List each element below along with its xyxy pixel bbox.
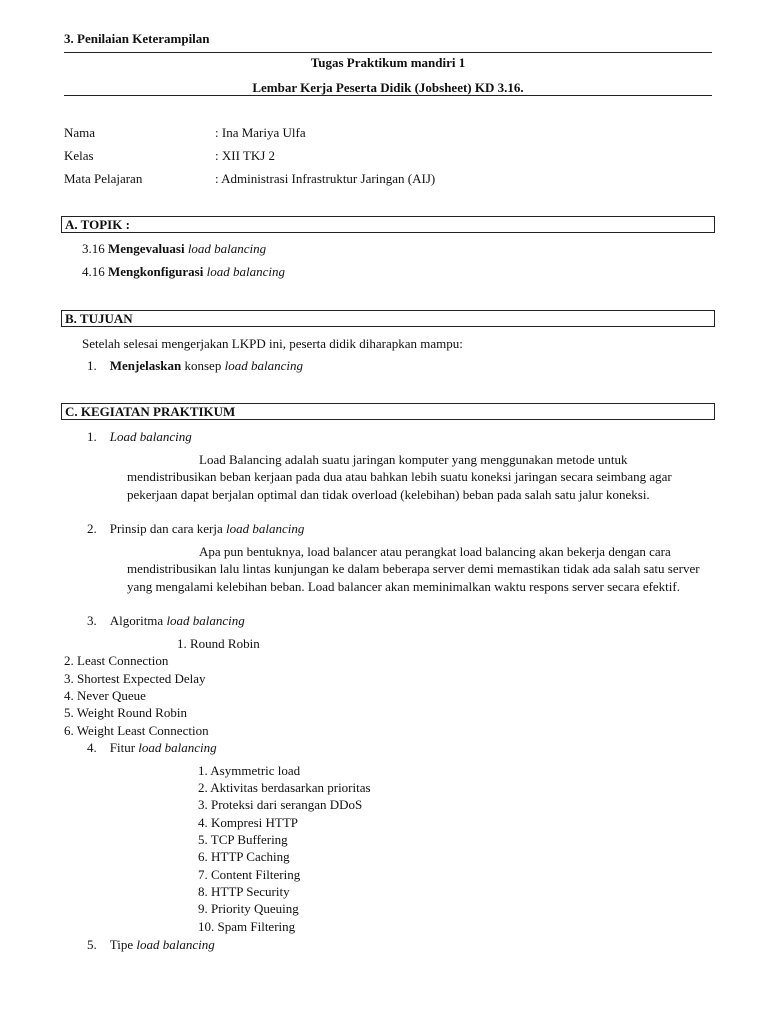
feature-item: 5. TCP Buffering [198, 832, 288, 847]
feature-item: 2. Aktivitas berdasarkan prioritas [198, 780, 371, 795]
algorithm-item: 2. Least Connection [64, 653, 169, 668]
kegiatan-header: C. KEGIATAN PRAKTIKUM [61, 403, 715, 420]
kegiatan-section-2: 2. Prinsip dan cara kerja load balancing [87, 521, 305, 536]
feature-item: 8. HTTP Security [198, 884, 290, 899]
feature-item: 4. Kompresi HTTP [198, 815, 299, 830]
feature-item: 1. Asymmetric load [198, 763, 301, 778]
feature-item: 10. Spam Filtering [198, 919, 296, 934]
tujuan-intro: Setelah selesai mengerjakan LKPD ini, peserta didik diharapkan mampu: [82, 336, 463, 351]
title-1: Tugas Praktikum mandiri 1 [310, 55, 466, 70]
subject-value: : Administrasi Infrastruktur Jaringan (AIJ) [215, 171, 436, 186]
kegiatan-section-5: 5. Tipe load balancing [87, 937, 215, 952]
divider-bottom [64, 95, 712, 96]
topik-item-1: 3.16 Mengevaluasi load balancing [82, 241, 267, 256]
algorithm-item: 1. Round Robin [177, 636, 260, 651]
algorithm-item: 4. Never Queue [64, 688, 146, 703]
algorithm-item: 5. Weight Round Robin [64, 705, 187, 720]
algorithm-item: 6. Weight Least Connection [64, 723, 209, 738]
kegiatan-paragraph-1: Load Balancing adalah suatu jaringan komputer yang menggunakan metode untuk mendistribusikan beban kerjaan pada dua atau bahkan lebih suatu koneksi jaringan secara seimbang agar pekerjaan dapat berjalan optimal dan tidak overload (kelebihan) beban pada salah satu jalur koneksi. [127, 452, 672, 502]
name-value: : Ina Mariya Ulfa [215, 125, 306, 140]
class-value: : XII TKJ 2 [215, 148, 276, 163]
kegiatan-paragraph-2: Apa pun bentuknya, load balancer atau perangkat load balancing akan bekerja dengan cara mendistribusikan lalu lintas kunjungan ke dalam beberapa server demi memastikan tidak ada salah satu server yang mengalami kelebihan beban. Load balancer akan meminimalkan waktu respons server secara efektif. [127, 544, 700, 594]
tujuan-header: B. TUJUAN [61, 310, 715, 327]
tujuan-item-1: 1. Menjelaskan konsep load balancing [87, 358, 303, 373]
kegiatan-section-1: 1. Load balancing [87, 429, 192, 444]
kegiatan-section-4: 4. Fitur load balancing [87, 740, 217, 755]
feature-item: 9. Priority Queuing [198, 901, 299, 916]
feature-item: 3. Proteksi dari serangan DDoS [198, 797, 363, 812]
subject-label: Mata Pelajaran [64, 171, 143, 186]
title-2: Lembar Kerja Peserta Didik (Jobsheet) KD 3.16. [252, 80, 524, 95]
section-heading: 3. Penilaian Keterampilan [64, 31, 210, 46]
name-label: Nama [64, 125, 96, 140]
kegiatan-section-3: 3. Algoritma load balancing [87, 613, 245, 628]
divider-top [64, 52, 712, 53]
algorithm-item: 3. Shortest Expected Delay [64, 671, 206, 686]
feature-item: 7. Content Filtering [198, 867, 301, 882]
topik-item-2: 4.16 Mengkonfigurasi load balancing [82, 264, 285, 279]
feature-item: 6. HTTP Caching [198, 849, 290, 864]
topik-header: A. TOPIK : [61, 216, 715, 233]
class-label: Kelas [64, 148, 94, 163]
